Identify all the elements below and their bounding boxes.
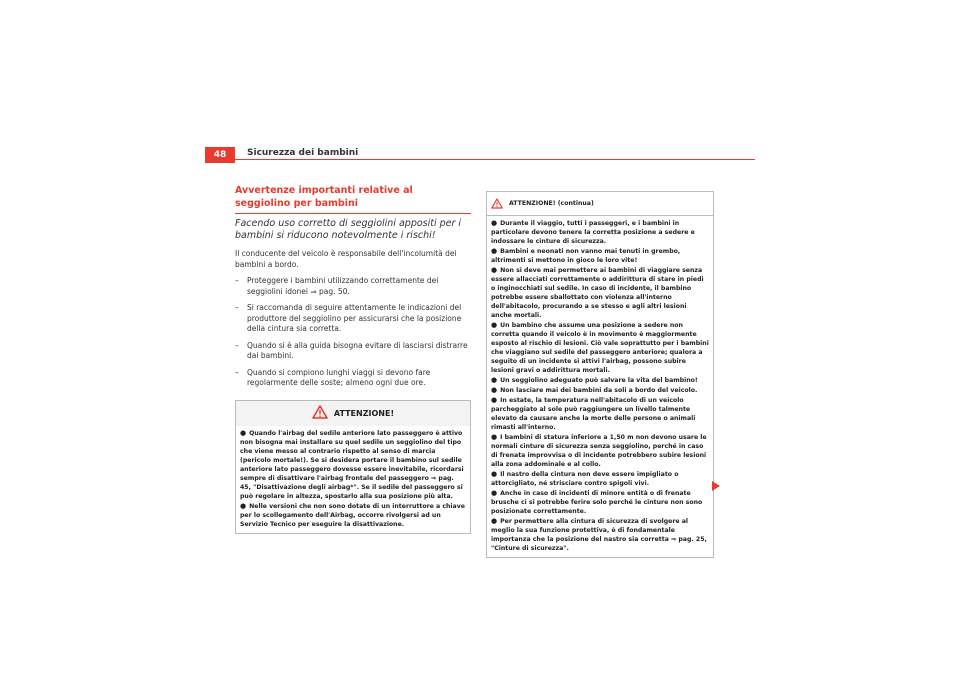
header-rule: [235, 159, 755, 160]
warning-triangle-icon: [312, 404, 328, 423]
warning-item: ● Non lasciare mai dei bambini da soli a bordo del veicolo.: [491, 386, 698, 394]
warning-item: ● Anche in caso di incidenti di minore entità o di frenate brusche ci si potrebbe ferire solo perché le cinture non sono posizionate correttamente.: [491, 489, 703, 515]
warning-item: ● Per permettere alla cintura di sicurezza di svolgere al meglio la sua funzione protettiva, è di fondamentale importanza che la posizione del nastro sia corretta ⇒ pag. 25, "Cinture di sicurezza".: [491, 517, 707, 552]
warning-title: ATTENZIONE! (continua): [509, 200, 594, 207]
warning-item: ● Non si deve mai permettere ai bambini di viaggiare senza essere allacciati correttamente o addirittura di stare in piedi o inginocchiati sul sedile. In caso di incidente, il bambino potrebbe essere sballottato con violenza all'interno dell'abitacolo, procurando a se stesso e agli altri lesioni anche mortali.: [491, 266, 704, 319]
warning-item: ● Un seggiolino adeguato può salvare la vita del bambino!: [491, 376, 698, 384]
warning-body: [236, 426, 470, 533]
warning-header: [487, 192, 713, 216]
warning-box: [235, 400, 471, 534]
warning-item: ● In estate, la temperatura nell'abitacolo di un veicolo parcheggiato al sole può raggiungere un livello talmente elevato da causare anche la morte delle persone o animali rimasti all'interno.: [491, 396, 696, 431]
running-title: Sicurezza dei bambini: [247, 148, 359, 158]
list-item: – Proteggere i bambini utilizzando correttamente dei seggiolini idonei ⇒ pag. 50.: [235, 276, 439, 296]
next-page-arrow-icon: [711, 477, 721, 496]
intro-paragraph: Il conducente del veicolo è responsabile dell'incolumità dei bambini a bordo.: [235, 249, 457, 269]
warning-box-continued: [486, 191, 714, 558]
list-item: – Quando si compiono lunghi viaggi si devono fare regolarmente delle soste; almeno ogni due ore.: [235, 367, 431, 387]
warning-item: ● Nelle versioni che non sono dotate di un interruttore a chiave per lo scollegamento dell'Airbag, occorre rivolgersi ad un Servizio Tecnico per eseguire la disattivazione.: [240, 501, 465, 528]
left-column: [235, 184, 471, 534]
list-item: – Si raccomanda di seguire attentamente le indicazioni del produttore del seggiolino per assicurarsi che la posizione della cintura sia corretta.: [235, 303, 462, 333]
warning-header: [236, 401, 470, 426]
warning-item: ● Il nastro della cintura non deve essere impigliato o attorcigliato, né strisciare contro spigoli vivi.: [491, 470, 679, 487]
warning-body: [487, 216, 713, 557]
section-heading: Avvertenze importanti relative al seggiolino per bambini: [235, 184, 471, 214]
warning-item: ● I bambini di statura inferiore a 1,50 m non devono usare le normali cinture di sicurezza senza seggiolino, perché in caso di frenata improvvisa o di incidente potrebbero subire lesioni alla zona addominale e al collo.: [491, 433, 707, 468]
warning-item: ● Durante il viaggio, tutti i passeggeri, e i bambini in particolare devono tenere la corretta posizione a sedere e indossare le cinture di sicurezza.: [491, 219, 695, 245]
warning-item: ● Un bambino che assume una posizione a sedere non corretta quando il veicolo è in movimento è maggiormente esposto al rischio di lesioni. Ciò vale soprattutto per i bambini che viaggiano sul sedile del passeggero anteriore; qualora a seguito di un incidente si attivi l'airbag, possono subire lesioni gravi o addirittura mortali.: [491, 321, 709, 374]
warning-triangle-icon: [491, 194, 503, 213]
warning-item: ● Bambini e neonati non vanno mai tenuti in grembo, altrimenti si mettono in gioco le loro vite!: [491, 247, 681, 264]
section-intro: Facendo uso corretto di seggiolini appositi per i bambini si riducono notevolmente i rischi!: [235, 218, 462, 241]
warning-item: ● Quando l'airbag del sedile anteriore lato passeggero è attivo non bisogna mai installare su quel sedile un seggiolino del tipo che viene messo al contrario rispetto al senso di marcia (pericolo mortale!). Se si desidera portare il bambino sul sedile anteriore lato passeggero dovesse essere inevitabile, ricordarsi sempre di disattivare l'airbag frontale del passeggero ⇒ pag. 45, "Disattivazione degli airbag*". Se il sedile del passeggero si può regolare in altezza, spostarlo alla sua posizione più alta.: [240, 428, 464, 500]
warning-title: ATTENZIONE!: [333, 408, 395, 418]
page-number: 48: [205, 147, 235, 163]
list-item: – Quando si è alla guida bisogna evitare di lasciarsi distrarre dai bambini.: [235, 340, 468, 360]
